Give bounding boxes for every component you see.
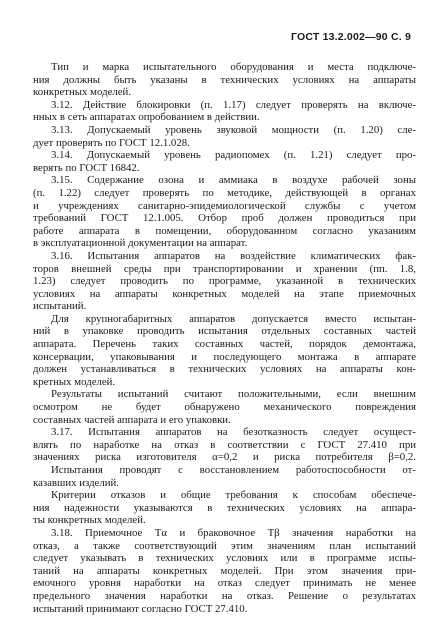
text-line: верять по ГОСТ 16842. xyxy=(33,161,140,174)
text-line: торов внешней среды при транспортировании и хранении (пп. 1.8, xyxy=(33,262,416,275)
text-line: Испытания проводят с восстановлением работоспособности от- xyxy=(51,464,416,476)
text-line: составных частей аппарата и его упаковки. xyxy=(33,413,231,426)
text-line: таний на аппараты конкретных моделей. При этом значения при- xyxy=(33,564,416,577)
text-line: работе аппарата в помещении, оборудованном согласно указаниям xyxy=(33,224,416,237)
text-line: Для крупногабаритных аппаратов допускается вместо испытан- xyxy=(51,312,416,325)
text-line: требований ГОСТ 12.1.005. Отбор проб должен проводиться при xyxy=(33,212,416,225)
text-line: в эксплуатационной документации на аппарат. xyxy=(33,237,248,250)
text-line: казавших изделий. xyxy=(33,476,119,489)
text-line: и учреждениях санитарно-эпидемиологической службы с учетом xyxy=(33,199,416,212)
text-line: дует проверять по ГОСТ 12.1.028. xyxy=(33,136,190,149)
text-line: следует указывать в технических условиях или в программе испы- xyxy=(33,552,416,565)
text-line: ния надежности указываются в технических условиях на аппара- xyxy=(33,501,416,514)
text-line: 1.23) следует проводить по программе, указанной в технических xyxy=(33,275,416,288)
text-line: 3.17. Испытания аппаратов на безотказность следует осущест- xyxy=(51,426,416,439)
text-line: Тип и марка испытательного оборудования и места подключе- xyxy=(51,61,416,73)
text-line: (п. 1.22) следует проверять по методике, действующей в органах xyxy=(33,186,416,199)
text-line: Результаты испытаний считают положительными, если внешним xyxy=(51,388,416,401)
text-line: 3.12. Действие блокировки (п. 1.17) следует проверять на включе- xyxy=(51,98,416,111)
text-line: консервации, упаковывания и последующего монтажа в аппарате xyxy=(33,350,416,363)
text-line: испытаний. xyxy=(33,300,87,313)
text-line: должен устанавливаться в технических условиях на аппараты кон- xyxy=(33,363,416,376)
text-line: емочного уровня наработки на отказ следует принимать не менее xyxy=(33,577,416,590)
text-line: 3.18. Приемочное Tα и браковочное Tβ значения наработки на xyxy=(51,526,416,539)
text-line: конкретных моделей. xyxy=(33,86,132,99)
text-line: нных в сеть аппаратах опробованием в действии. xyxy=(33,111,260,124)
text-line: отказ, а также соответствующий этим значениям план испытаний xyxy=(33,539,416,552)
text-line: 3.14. Допускаемый уровень радиопомех (п. 1.21) следует про- xyxy=(51,149,416,162)
page-header: ГОСТ 13.2.002—90 С. 9 xyxy=(290,31,411,43)
text-line: условиях на аппараты конкретных моделей на этапе приемочных xyxy=(33,287,416,300)
text-line: кретных моделей. xyxy=(33,375,116,388)
text-line: ния должны быть указаны в технических условиях на аппараты xyxy=(33,73,416,86)
text-line: аппарата. Перечень таких составных частей, порядок демонтажа, xyxy=(33,338,416,351)
text-line: предельного значения наработки на отказ. Решение о результатах xyxy=(33,589,416,602)
text-line: 3.16. Испытания аппаратов на воздействие климатических фак- xyxy=(51,249,416,262)
document-body xyxy=(33,61,416,615)
text-line: осмотром не будет обнаружено механического повреждения xyxy=(33,401,416,414)
text-line: влять по наработке на отказ в соответствии с ГОСТ 27.410 при xyxy=(33,438,416,451)
text-line: испытаний принимают согласно ГОСТ 27.410. xyxy=(33,602,248,615)
text-line: значениях риска изготовителя α=0,2 и риска потребителя β=0,2. xyxy=(33,451,416,464)
text-line: 3.15. Содержание озона и аммиака в воздухе рабочей зоны xyxy=(51,174,416,187)
text-line: ний в упаковке проводить испытания отдельных составных частей xyxy=(33,325,416,338)
text-line: Критерии отказов и общие требования к способам обеспече- xyxy=(51,489,416,502)
text-line: 3.13. Допускаемый уровень звуковой мощности (п. 1.20) сле- xyxy=(51,123,416,136)
text-line: ты конкретных моделей. xyxy=(33,514,146,527)
